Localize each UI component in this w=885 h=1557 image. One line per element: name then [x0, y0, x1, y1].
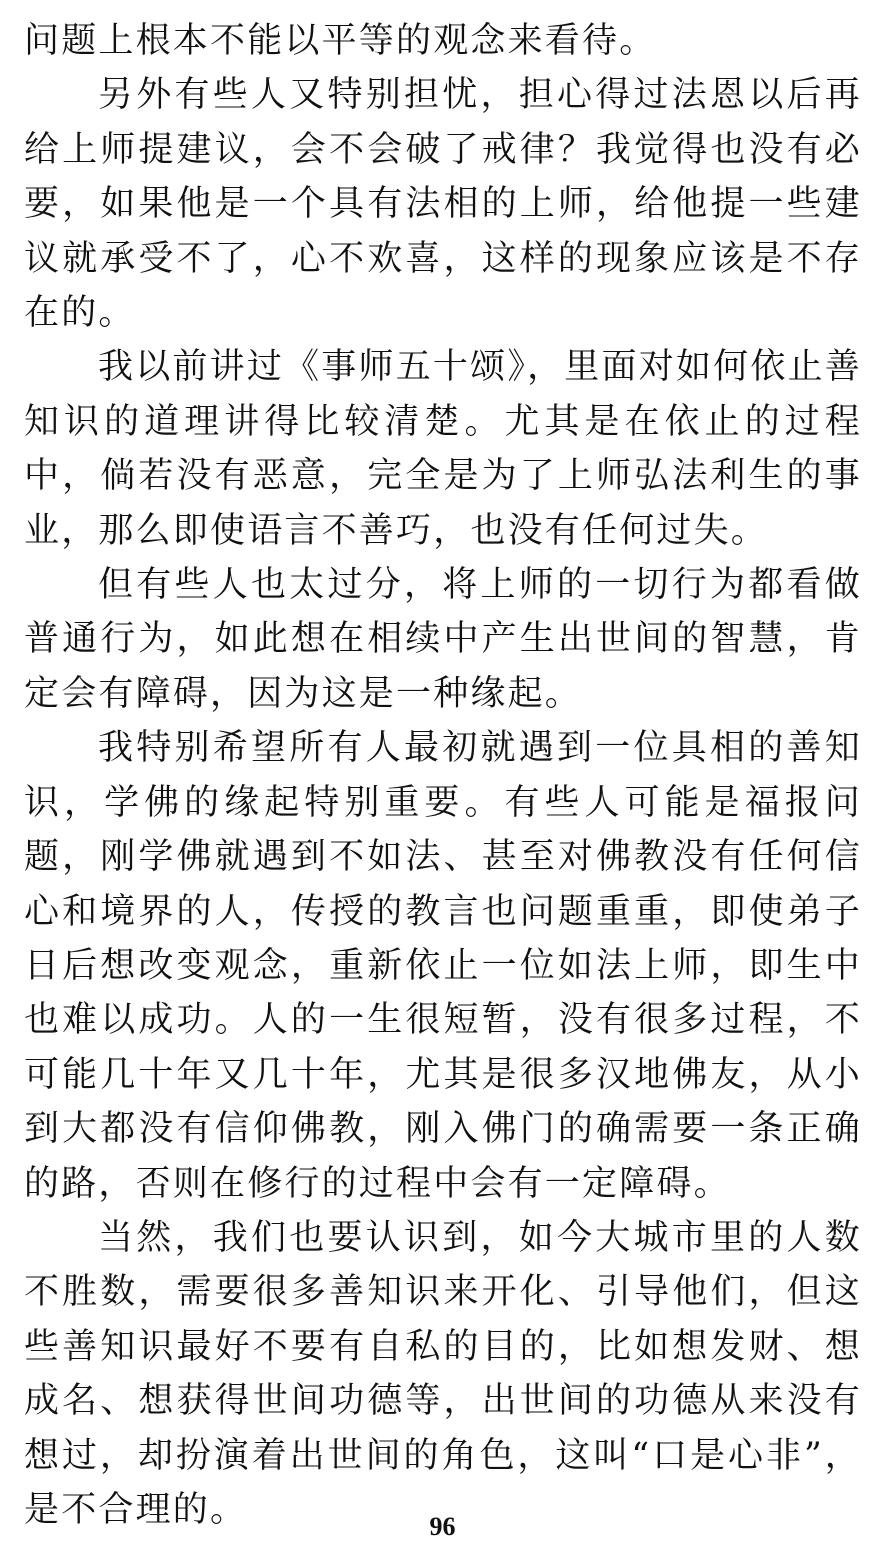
paragraph: 另外有些人又特别担忧，担心得过法恩以后再给上师提建议，会不会破了戒律？我觉得也没有必要，如果他是一个具有法相的上师，给他提一些建议就承受不了，心不欢喜，这样的现象应该是不存在的。: [24, 75, 862, 334]
page-body: [24, 14, 862, 1537]
paragraph: 我特别希望所有人最初就遇到一位具相的善知识，学佛的缘起特别重要。有些人可能是福报问题，刚学佛就遇到不如法、甚至对佛教没有任何信心和境界的人，传授的教言也问题重重，即使弟子日后想改变观念，重新依止一位如法上师，即生中也难以成功。人的一生很短暂，没有很多过程，不可能几十年又几十年，尤其是很多汉地佛友，从小到大都没有信仰佛教，刚入佛门的确需要一条正确的路，否则在修行的过程中会有一定障碍。: [24, 728, 862, 1204]
page-number: 96: [429, 1512, 456, 1541]
paragraph: 我以前讲过《事师五十颂》，里面对如何依止善知识的道理讲得比较清楚。尤其是在依止的过程中，倘若没有恶意，完全是为了上师弘法利生的事业，那么即使语言不善巧，也没有任何过失。: [24, 347, 862, 551]
paragraph: 当然，我们也要认识到，如今大城市里的人数不胜数，需要很多善知识来开化、引导他们，但这些善知识最好不要有自私的目的，比如想发财、想成名、想获得世间功德等，出世间的功德从来没有想过，却扮演着出世间的角色，这叫“口是心非”，是不合理的。: [24, 1217, 862, 1530]
paragraph-continued: 问题上根本不能以平等的观念来看待。: [24, 21, 657, 61]
paragraph: 但有些人也太过分，将上师的一切行为都看做普通行为，如此想在相续中产生出世间的智慧，肯定会有障碍，因为这是一种缘起。: [24, 565, 862, 714]
